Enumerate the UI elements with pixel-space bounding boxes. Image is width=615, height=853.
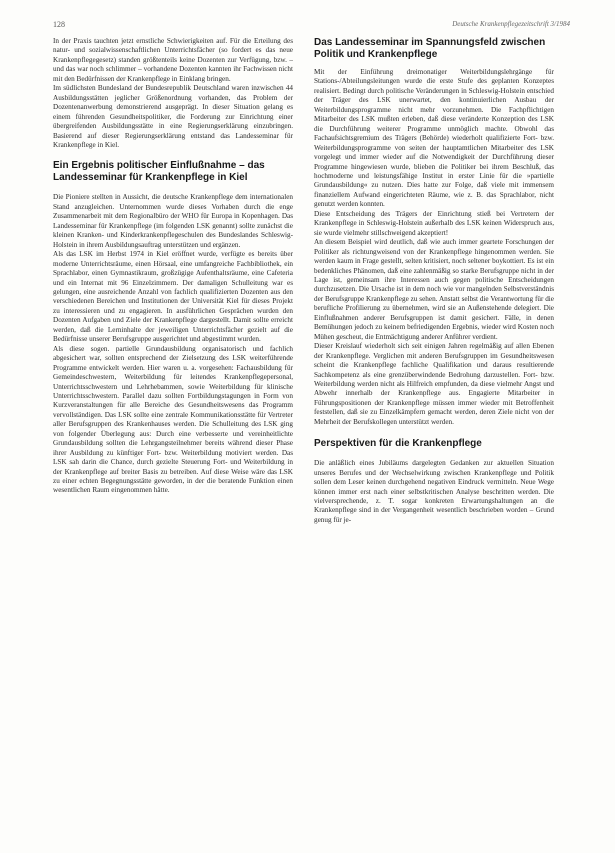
section-heading: Das Landesseminar im Spannungsfeld zwischen Politik und Krankenpflege <box>314 37 546 60</box>
running-head: Deutsche Krankenpflegezeitschrift 3/1984 <box>452 20 570 28</box>
paragraph: Als diese sogen. partielle Grundausbildung organisatorisch und fachlich abgesichert war, sollten entsprechend der Zielsetzung des LSK weiterführende Programme entwickelt werden. Hier waren u. a. vorgesehen: Fachausbildung für Gemeindeschwestern, Weiterbildung für leitendes Krankenpflegepersonal, Unterrichtsschwestern und Lehrhebammen, sowie Weiterbildung für klinische Unterrichtsschwestern. Parallel dazu sollten Fortbildungstagungen in Form von Kurzveranstaltungen für alle Bereiche des Gesundheitswesens das Programm vervollständigen. Das LSK sollte eine zentrale Kommunikationsstätte für Vertreter aller Berufsgruppen des Krankenhauses werden. Die Schulleitung des LSK ging von folgender Überlegung aus: Durch eine verbesserte und vereinheitlichte Grundausbildung sollten die Lehrgangsteilnehmer bereits während dieser Phase ihrer Ausbildung zu künftiger Fort- bzw. Weiterbildung motiviert werden. Das LSK sah darin die Chance, durch gezielte Steuerung Fort- und Weiterbildung in der Krankenpflege auf breiter Basis zu betreiben. Auf diese Weise wäre das LSK zu einer echten Begegnungsstätte geworden, in der die beratende Funktion einen wesentlichen Raum eingenommen hätte. <box>53 344 293 495</box>
page-number: 128 <box>53 20 65 29</box>
paragraph: Dieser Kreislauf wiederholt sich seit einigen Jahren regelmäßig auf allen Ebenen der Krankenpflege. Verglichen mit anderen Berufsgruppen im Gesundheitswesen scheint die Krankenpflege fachliche Qualifikation und daraus resultierende Sachkompetenz als eine grenzüberwindende Bedrohung darzustellen. Fort- bzw. Weiterbildung werden nicht als Hilfreich empfunden, da diese vielmehr Angst und Abwehr innerhalb der Krankenpflege aus. Engagierte Mitarbeiter in Führungspositionen der Krankenpflege müssen immer wieder mit Betroffenheit feststellen, daß sie zu Einzelkämpfern gemacht werden, deren Ziele nicht von der Mehrheit der Berufskollegen unterstützt werden. <box>314 342 554 426</box>
paragraph: An diesem Beispiel wird deutlich, daß wie auch immer geartete Forschungen der Politiker als richtungweisend von der Krankenpflege hingenommen werden. Sie werden kaum in Frage gestellt, selten kritisiert, noch seltener boykottiert. Es ist ein bedenkliches Phänomen, daß eine zahlenmäßig so starke Berufsgruppe nicht in der Lage ist, gemeinsam ihre Interessen auch gegen politische Entscheidungen durchzusetzen. Die Ursache ist in dem noch wie vor mangelnden Selbstverständnis der Berufsgruppe Krankenpflege zu sehen. Anstatt selbst die Verantwortung für die berufliche Profilierung zu übernehmen, wird sie an Außenstehende delegiert. Die Einflußnahmen anderer Berufsgruppen ist damit gesichert. Fälle, in denen Bemühungen jedoch zu keinem befriedigenden Ergebnis, wieder wird Kosten noch Mühen gescheut, die Entmächtigung anderer Anführer verdient. <box>314 238 554 341</box>
right-column <box>314 37 554 833</box>
paragraph: Im südlichsten Bundesland der Bundesrepublik Deutschland waren inzwischen 44 Ausbildungsstätten jeglicher Größenordnung vorhanden, das Problem der Dozentenanwerbung demonstrierend ausgeprägt. In dieser Situation gelang es einem führenden Gesundheitspolitiker, die Forderung zur Einrichtung einer übergreifenden Ausbildungsstätte in eine Regierungserklärung einzubringen. Basierend auf dieser Regierungserklärung entstand das Landesseminar für Krankenpflege in Kiel. <box>53 84 293 149</box>
left-column <box>53 37 293 833</box>
paragraph: Die Pioniere stellten in Aussicht, die deutsche Krankenpflege dem internationalen Stand anzugleichen. Unternommen wurde dieses Vorhaben durch die enge Zusammenarbeit mit dem Regionalbüro der WHO für Europa in Kopenhagen. Das Landesseminar für Krankenpflege (im folgenden LSK genannt) sollte zunächst die kleinen Kranken- und Kinderkrankenpflegeschulen des Bundeslandes Schleswig-Holstein in ihrem Ausbildungsauftrag unterstützen und ergänzen. <box>53 193 293 249</box>
paragraph: Diese Entscheidung des Trägers der Einrichtung stieß bei Vertretern der Krankenpflege in Schleswig-Holstein außerhalb des LSK keinen Widerspruch aus, sie wurde vielmehr stillschweigend akzeptiert! <box>314 209 554 237</box>
paragraph: Mit der Einführung dreimonatiger Weiterbildungslehrgänge für Stations-/Abteilungsleitungen wurde die erste Stufe des geplanten Konzeptes realisiert. Bedingt durch politische Veränderungen in Schleswig-Holstein entschied der Träger des LSK unerwartet, den kontinuierlichen Ausbau der Weiterbildungsprogramme nicht mehr vorzunehmen. Die Fachpflichtigen Mitarbeiter des LSK mußten erleben, daß diese veränderte Konzeption des LSK die Durchführung weiterer Programme unmöglich machte. Obwohl das Fachaufsichtsgremium des Trägers (Behörde) wiederholt qualifizierte Fort- bzw. Weiterbildungsprogramme von seiten der hauptamtlichen Mitarbeiter des LSK vorgelegt und immer wieder auf die Notwendigkeit der Durchführung dieser Programme hingewiesen wurde, blieben die Politiker bei ihrem Beschluß, das hochmoderne und leistungsfähige Institut in erster Linie für die »partielle Grundausbildung« zu nutzen. Dies hatte zur Folge, daß viele mit immensem finanziellem Aufwand eingerichteten Räume, wie z. B. das Sprachlabor, nicht genutzt werden konnten. <box>314 68 554 209</box>
paragraph: In der Praxis tauchten jetzt ernstliche Schwierigkeiten auf. Für die Erteilung des natur- und sozialwissenschaftlichen Unterrichtsfächer (so fordert es das neue Krankenpflegegesetz) standen größtenteils keine Dozenten zur Verfügung, bzw. – und das war noch schlimmer – vorhandene Dozenten kannten ihr Fachwissen nicht mit den Bedürfnissen der Krankenpflege in Einklang bringen. <box>53 37 293 83</box>
paragraph: Die anläßlich eines Jubiläums dargelegten Gedanken zur aktuellen Situation unseres Berufes und der Wechselwirkung zwischen Krankenpflege und Politik sollen dem Leser keinen durchgehend negativen Eindruck vermitteln. Neue Wege können immer erst nach einer selbstkritischen Analyse beschritten werden. Die vielversprechende, z. T. sogar konkreten Erwartungshaltungen an die Krankenpflege sind in der Vergangenheit wesentlich beschrieben worden – Grund genug für je- <box>314 459 554 524</box>
section-heading: Perspektiven für die Krankenpflege <box>314 438 482 450</box>
paragraph: Als das LSK im Herbst 1974 in Kiel eröffnet wurde, verfügte es bereits über moderne Unterrichtsräume, einen Hörsaal, eine umfangreiche Fachbibliothek, ein Sprachlabor, einen Gymnastikraum, großzügige Aufenthaltsräume, eine Cafeteria und ein Internat mit 96 Einzelzimmern. Der damaligen Schulleitung war es gelungen, eine ausreichende Anzahl von fachlich qualifizierten Dozenten aus den verschiedenen Bereichen und Institutionen der Universität Kiel für dieses Projekt zu interessieren und zu engagieren. In ausführlichen Gesprächen wurden den Dozenten Aufgaben und Ziele der Krankenpflege dargestellt. Damit sollte erreicht werden, daß die Lerninhalte der jeweiligen Unterrichtsfächer gezielt auf die Bedürfnisse unserer Berufsgruppe ausgerichtet und abgestimmt wurden. <box>53 250 293 344</box>
section-heading: Ein Ergebnis politischer Einflußnahme – das Landesseminar für Krankenpflege in Kiel <box>53 160 265 184</box>
